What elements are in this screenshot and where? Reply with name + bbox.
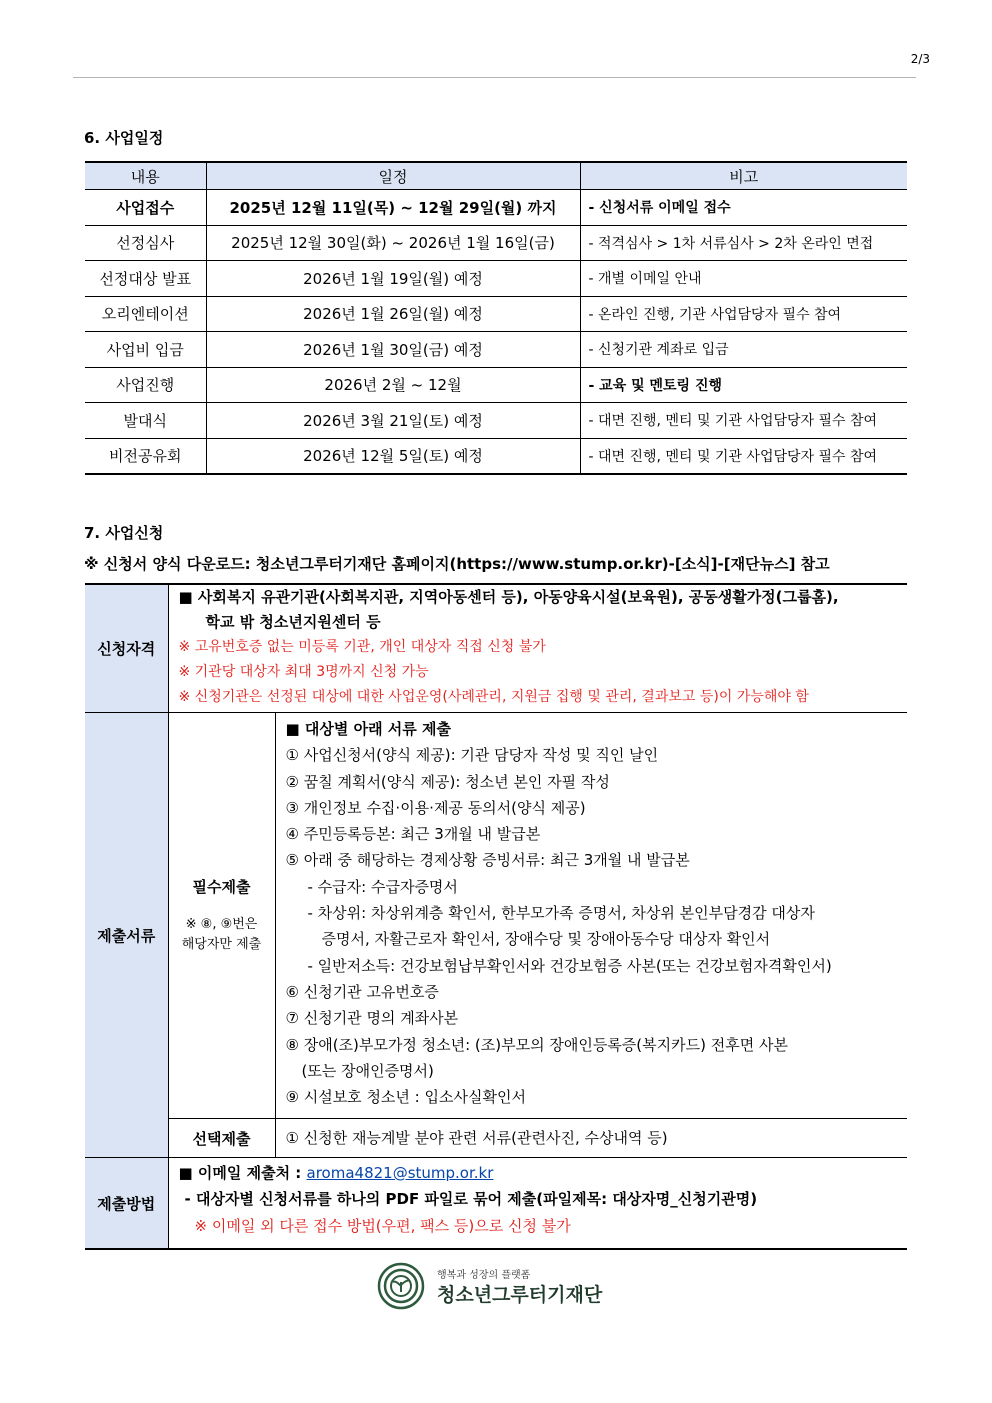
- email-prefix: ■ 이메일 제출처 :: [178, 1164, 307, 1182]
- schedule-item: 비전공유회: [85, 438, 206, 474]
- list-item: ⑥ 신청기관 고유번호증: [285, 982, 439, 1001]
- schedule-item: 오리엔테이션: [85, 296, 206, 332]
- optional-line: ① 신청한 재능계발 분야 관련 서류(관련사진, 수상내역 등): [285, 1128, 668, 1147]
- table-row: [85, 367, 907, 403]
- required-note-1: ※ ⑧, ⑨번은: [185, 917, 258, 932]
- schedule-date: 2025년 12월 30일(화) ~ 2026년 1월 16일(금): [206, 225, 580, 261]
- schedule-note: - 신청기관 계좌로 입금: [580, 332, 907, 368]
- schedule-header-row: [85, 162, 907, 190]
- table-row: [85, 403, 907, 439]
- header-date: 일정: [206, 162, 580, 190]
- eligibility-line2: 학교 밖 청소년지원센터 등: [205, 613, 381, 631]
- schedule-date: 2025년 12월 11일(목) ~ 12월 29일(월) 까지: [206, 190, 580, 226]
- schedule-date: 2026년 1월 19일(월) 예정: [206, 261, 580, 297]
- list-item: ① 사업신청서(양식 제공): 기관 담당자 작성 및 직인 날인: [285, 746, 659, 765]
- list-item: - 차상위: 차상위계층 확인서, 한부모가족 증명서, 차상위 본인부담경감 대상자: [307, 904, 815, 923]
- eligibility-warning-2: ※ 기관당 대상자 최대 3명까지 신청 가능: [178, 664, 429, 680]
- list-item: ④ 주민등록등본: 최근 3개월 내 발급본: [285, 825, 541, 844]
- list-item: ② 꿈칠 계획서(양식 제공): 청소년 본인 자필 작성: [285, 772, 610, 791]
- eligibility-line1: ■ 사회복지 유관기관(사회복지관, 지역아동센터 등), 아동양육시설(보육원), 공동생활가정(그룹홈),: [178, 588, 839, 606]
- list-item: - 일반저소득: 건강보험납부확인서와 건강보험증 사본(또는 건강보험자격확인서): [307, 956, 832, 975]
- schedule-note: - 대면 진행, 멘티 및 기관 사업담당자 필수 참여: [580, 403, 907, 439]
- table-row: [85, 438, 907, 474]
- required-cell: [168, 713, 275, 1119]
- method-warning: ※ 이메일 외 다른 접수 방법(우편, 팩스 등)으로 신청 불가: [194, 1216, 571, 1235]
- schedule-item: 선정대상 발표: [85, 261, 206, 297]
- header-note: 비고: [580, 162, 907, 190]
- list-item: (또는 장애인증명서): [301, 1061, 434, 1080]
- optional-label: 선택제출: [168, 1119, 275, 1158]
- schedule-date: 2026년 1월 30일(금) 예정: [206, 332, 580, 368]
- table-row: [85, 190, 907, 226]
- list-item: ③ 개인정보 수집·이용·제공 동의서(양식 제공): [285, 798, 586, 817]
- required-note-2: 해당자만 제출: [181, 937, 262, 952]
- schedule-date: 2026년 1월 26일(월) 예정: [206, 296, 580, 332]
- schedule-note: - 개별 이메일 안내: [580, 261, 907, 297]
- email-link[interactable]: aroma4821@stump.or.kr: [306, 1164, 494, 1182]
- eligibility-warning-1: ※ 고유번호증 없는 미등록 기관, 개인 대상자 직접 신청 불가: [178, 639, 546, 655]
- logo-org-name: 청소년그루터기재단: [437, 1284, 603, 1306]
- table-row: [85, 261, 907, 297]
- required-documents-list: [275, 713, 907, 1119]
- list-item: 증명서, 자활근로자 확인서, 장애수당 및 장애아동수당 대상자 확인서: [321, 930, 771, 949]
- header-divider: [73, 77, 916, 78]
- schedule-item: 선정심사: [85, 225, 206, 261]
- eligibility-row: [85, 584, 907, 713]
- table-row: [85, 332, 907, 368]
- schedule-note: - 적격심사 > 1차 서류심사 > 2차 온라인 면접: [580, 225, 907, 261]
- schedule-date: 2026년 2월 ~ 12월: [206, 367, 580, 403]
- section-6-title: 6. 사업일정: [84, 129, 164, 147]
- list-item: ⑨ 시설보호 청소년 : 입소사실확인서: [285, 1088, 526, 1107]
- list-item: ⑤ 아래 중 해당하는 경제상황 증빙서류: 최근 3개월 내 발급본: [285, 851, 690, 870]
- schedule-date: 2026년 3월 21일(토) 예정: [206, 403, 580, 439]
- eligibility-label: 신청자격: [85, 584, 168, 713]
- table-row: [85, 296, 907, 332]
- schedule-date: 2026년 12월 5일(토) 예정: [206, 438, 580, 474]
- eligibility-warning-3: ※ 신청기관은 선정된 대상에 대한 사업운영(사례관리, 지원금 집행 및 관리, 결과보고 등)이 가능해야 함: [178, 689, 809, 705]
- schedule-note: - 신청서류 이메일 접수: [580, 190, 907, 226]
- list-item: ⑧ 장애(조)부모가정 청소년: (조)부모의 장애인등록증(복지카드) 전후면 사본: [285, 1035, 788, 1054]
- application-table: [85, 583, 907, 1250]
- schedule-table: [85, 161, 907, 475]
- method-label: 제출방법: [85, 1158, 168, 1250]
- schedule-note: - 대면 진행, 멘티 및 기관 사업담당자 필수 참여: [580, 438, 907, 474]
- optional-documents-row: [85, 1119, 907, 1158]
- schedule-note: - 교육 및 멘토링 진행: [580, 367, 907, 403]
- list-item: - 수급자: 수급자증명서: [307, 877, 458, 896]
- schedule-item: 사업비 입금: [85, 332, 206, 368]
- header-item: 내용: [85, 162, 206, 190]
- schedule-item: 사업진행: [85, 367, 206, 403]
- table-row: [85, 225, 907, 261]
- required-label: 필수제출: [192, 878, 251, 896]
- list-item: ■ 대상별 아래 서류 제출: [285, 720, 451, 738]
- schedule-note: - 온라인 진행, 기관 사업담당자 필수 참여: [580, 296, 907, 332]
- schedule-item: 발대식: [85, 403, 206, 439]
- schedule-item: 사업접수: [85, 190, 206, 226]
- documents-label: 제출서류: [85, 713, 168, 1158]
- required-documents-row: [85, 713, 907, 1119]
- list-item: ⑦ 신청기관 명의 계좌사본: [285, 1009, 459, 1028]
- section-7-title: 7. 사업신청: [84, 524, 164, 542]
- method-line2: - 대상자별 신청서류를 하나의 PDF 파일로 묶어 제출(파일제목: 대상자명_신청기관명): [184, 1190, 758, 1209]
- page-number: 2/3: [910, 52, 930, 66]
- logo-tagline: 행복과 성장의 플랫폼: [437, 1270, 531, 1281]
- download-notice: ※ 신청서 양식 다운로드: 청소년그루터기재단 홈페이지(https://www.stump.or.kr)-[소식]-[재단뉴스] 참고: [84, 555, 830, 573]
- tree-ring-icon: [379, 1264, 423, 1308]
- method-row: [85, 1158, 907, 1250]
